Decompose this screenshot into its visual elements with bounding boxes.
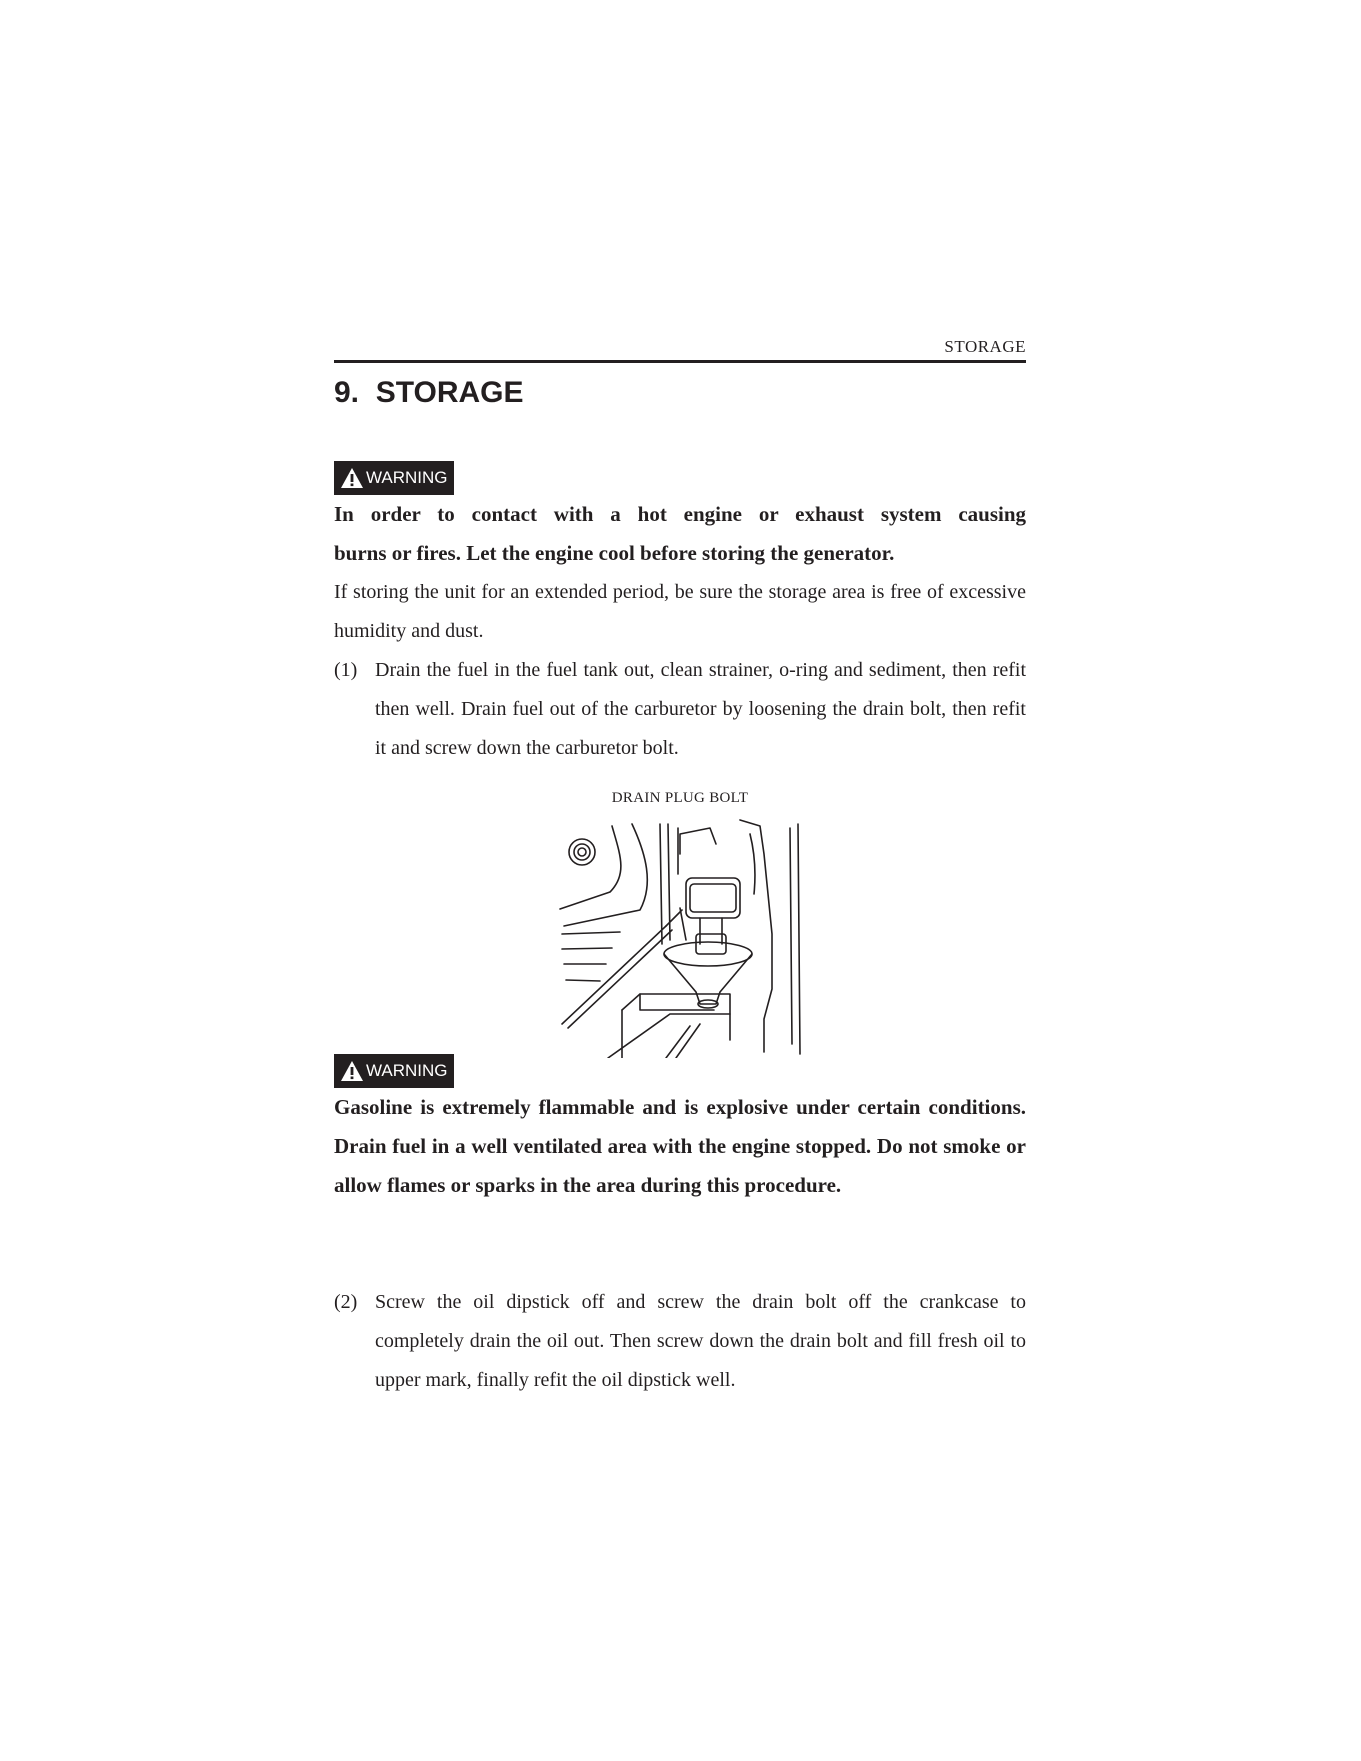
warning-paragraph: Gasoline is extremely flammable and is explosive under certain conditions. Drain fuel in a well ventilated area with the engine stopped. Do not smoke or allow flames or sparks in the area during this procedure. [334,1095,1026,1197]
running-header: STORAGE [944,337,1026,356]
warning-badge-label: WARNING [366,1061,448,1080]
section-title: 9. STORAGE [334,376,524,409]
list-item-text: Drain the fuel in the fuel tank out, clean strainer, o-ring and sediment, then refit then well. Drain fuel out of the carburetor by loosening the drain bolt, then refit it and screw down the carburetor bolt. [375,659,1026,759]
list-item-number: (2) [334,1291,358,1313]
list-item-text: Screw the oil dipstick off and screw the drain bolt off the crankcase to completely drain the oil out. Then screw down the drain bolt and fill fresh oil to upper mark, finally refit the oil dipstick well. [375,1291,1026,1391]
list-item [334,1283,1026,1400]
warning-badge-label: WARNING [366,468,448,487]
intro-paragraph: If storing the unit for an extended period, be sure the storage area is free of excessive humidity and dust. [334,581,1026,642]
warning-text-line: In order to contact with a hot engine or exhaust system causing [334,502,1026,526]
warning-text-line: burns or fires. Let the engine cool before storing the generator. [334,541,895,565]
warning-badge [334,461,454,495]
carburetor-drain-illustration-icon [550,814,810,1058]
warning-badge [334,1054,454,1088]
header-rule [334,360,1026,363]
figure-label: DRAIN PLUG BOLT [611,790,749,806]
warning-triangle-icon [340,1060,364,1082]
list-item-number: (1) [334,659,358,681]
drain-plug-figure [550,790,810,1060]
warning-triangle-icon [340,467,364,489]
list-item [334,651,1026,768]
